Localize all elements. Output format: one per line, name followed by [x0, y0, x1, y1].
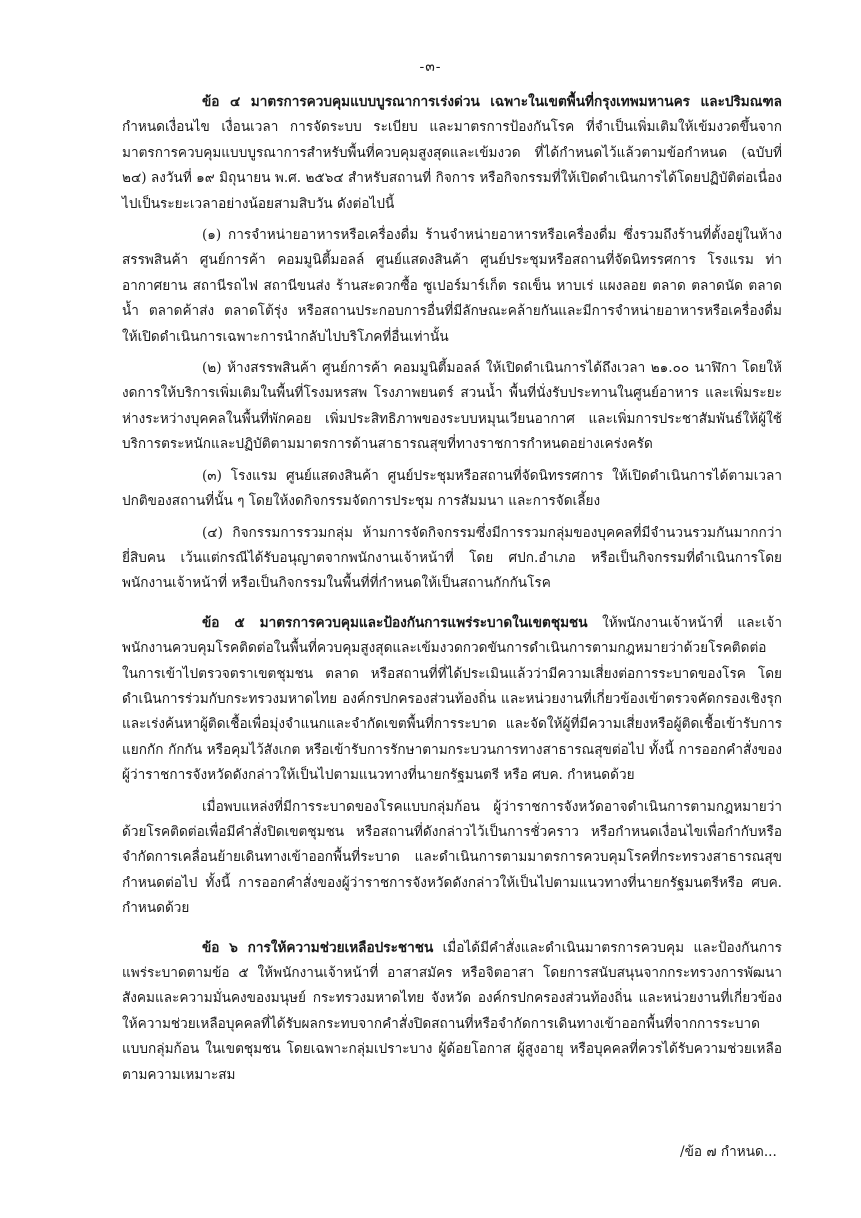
section-5-paragraph-2: เมื่อพบแหล่งที่มีการระบาดของโรคแบบกลุ่มก้อน ผู้ว่าราชการจังหวัดอาจดำเนินการตามกฎหมายว่าด้วยโรคติดต่อเพื่อมีคำสั่งปิดเขตชุมชน หรือสถานที่ดังกล่าวไว้เป็นการชั่วคราว หรือกำหนดเงื่อนไขเพื่อกำกับหรือจำกัดการเคลื่อนย้ายเดินทางเข้าออกพื้นที่ระบาด และดำเนินการตามมาตรการควบคุมโรคที่กระทรวงสาธารณสุขกำหนดต่อไป ทั้งนี้ การออกคำสั่งของผู้ว่าราชการจังหวัดดังกล่าวให้เป็นไปตามแนวทางที่นายกรัฐมนตรีหรือ ศบค. กำหนดด้วย	[122, 798, 782, 917]
section-5	[122, 611, 782, 789]
section-4-item-3: (๓) โรงแรม ศูนย์แสดงสินค้า ศูนย์ประชุมหรือสถานที่จัดนิทรรศการ ให้เปิดดำเนินการได้ตามเวลาปกติของสถานที่นั้น ๆ โดยให้งดกิจกรรมจัดการประชุม การสัมมนา และการจัดเลี้ยง	[122, 467, 782, 510]
page-number: -๓-	[419, 59, 442, 75]
section-6-body: เมื่อได้มีคำสั่งและดำเนินมาตรการควบคุม และป้องกันการแพร่ระบาดตามข้อ ๕ ให้พนักงานเจ้าหน้าที่ อาสาสมัคร หรือจิตอาสา โดยการสนับสนุนจากกระทรวงการพัฒนาสังคมและความมั่นคงของมนุษย์ กระทรวงมหาดไทย จังหวัด องค์กรปกครองส่วนท้องถิ่น และหน่วยงานที่เกี่ยวข้อง ให้ความช่วยเหลือบุคคลที่ได้รับผลกระทบจากคำสั่งปิดสถานที่หรือจำกัดการเดินทางเข้าออกพื้นที่จากการระบาดแบบกลุ่มก้อน ในเขตชุมชน โดยเฉพาะกลุ่มเปราะบาง ผู้ด้อยโอกาส ผู้สูงอายุ หรือบุคคลที่ควรได้รับความช่วยเหลือ ตามความเหมาะสม	[122, 939, 782, 1083]
section-5-body: ให้พนักงานเจ้าหน้าที่ และเจ้าพนักงานควบคุมโรคติดต่อในพื้นที่ควบคุมสูงสุดและเข้มงวดกวดขันการดำเนินการตามกฎหมายว่าด้วยโรคติดต่อในการเข้าไปตรวจตราเขตชุมชน ตลาด หรือสถานที่ที่ได้ประเมินแล้วว่ามีความเสี่ยงต่อการระบาดของโรค โดยดำเนินการร่วมกับกระทรวงมหาดไทย องค์กรปกครองส่วนท้องถิ่น และหน่วยงานที่เกี่ยวข้องเข้าตรวจคัดกรองเชิงรุก และเร่งค้นหาผู้ติดเชื้อเพื่อมุ่งจำแนกและจำกัดเขตพื้นที่การระบาด และจัดให้ผู้ที่มีความเสี่ยงหรือผู้ติดเชื้อเข้ารับการแยกกัก กักกัน หรือคุมไว้สังเกต หรือเข้ารับการรักษาตามกระบวนการทางสาธารณสุขต่อไป ทั้งนี้ การออกคำสั่งของผู้ว่าราชการจังหวัดดังกล่าวให้เป็นไปตามแนวทางที่นายกรัฐมนตรี หรือ ศบค. กำหนดด้วย	[122, 614, 782, 784]
section-4-item-4: (๔) กิจกรรมการรวมกลุ่ม ห้ามการจัดกิจกรรมซึ่งมีการรวมกลุ่มของบุคคลที่มีจำนวนรวมกันมากกว่ายี่สิบคน เว้นแต่กรณีได้รับอนุญาตจากพนักงานเจ้าหน้าที่ โดย ศปก.อำเภอ หรือเป็นกิจกรรมที่ดำเนินการโดยพนักงานเจ้าหน้าที่ หรือเป็นกิจกรรมในพื้นที่ที่กำหนดให้เป็นสถานกักกันโรค	[122, 524, 782, 592]
section-4	[122, 90, 782, 217]
document-body	[122, 90, 782, 1088]
section-4-item-1: (๑) การจำหน่ายอาหารหรือเครื่องดื่ม ร้านจำหน่ายอาหารหรือเครื่องดื่ม ซึ่งรวมถึงร้านที่ตั้งอยู่ในห้างสรรพสินค้า ศูนย์การค้า คอมมูนิตี้มอลล์ ศูนย์แสดงสินค้า ศูนย์ประชุมหรือสถานที่จัดนิทรรศการ โรงแรม ท่าอากาศยาน สถานีรถไฟ สถานีขนส่ง ร้านสะดวกซื้อ ซูเปอร์มาร์เก็ต รถเข็น หาบเร่ แผงลอย ตลาด ตลาดนัด ตลาดน้ำ ตลาดค้าส่ง ตลาดโต้รุ่ง หรือสถานประกอบการอื่นที่มีลักษณะคล้ายกันและมีการจำหน่ายอาหารหรือเครื่องดื่ม ให้เปิดดำเนินการเฉพาะการนำกลับไปบริโภคที่อื่นเท่านั้น	[122, 227, 782, 345]
section-4-heading: ข้อ ๔ มาตรการควบคุมแบบบูรณาการเร่งด่วน เฉพาะในเขตพื้นที่กรุงเทพมหานคร และปริมณฑล	[202, 94, 782, 110]
continuation-note: /ข้อ ๗ กำหนด...	[680, 1144, 777, 1160]
section-4-item-2: (๒) ห้างสรรพสินค้า ศูนย์การค้า คอมมูนิตี้มอลล์ ให้เปิดดำเนินการได้ถึงเวลา ๒๑.๐๐ นาฬิกา โดยให้งดการให้บริการเพิ่มเติมในพื้นที่โรงมหรสพ โรงภาพยนตร์ สวนน้ำ พื้นที่นั่งรับประทานในศูนย์อาหาร และเพิ่มระยะห่างระหว่างบุคคลในพื้นที่พักคอย เพิ่มประสิทธิภาพของระบบหมุนเวียนอากาศ และเพิ่มการประชาสัมพันธ์ให้ผู้ใช้บริการตระหนักและปฏิบัติตามมาตรการด้านสาธารณสุขที่ทางราชการกำหนดอย่างเคร่งครัด	[122, 360, 782, 453]
section-5-heading: ข้อ ๕ มาตรการควบคุมและป้องกันการแพร่ระบาดในเขตชุมชน	[202, 614, 588, 631]
section-6	[122, 936, 782, 1088]
section-6-heading: ข้อ ๖ การให้ความช่วยเหลือประชาชน	[202, 939, 434, 956]
section-4-body: กำหนดเงื่อนไข เงื่อนเวลา การจัดระบบ ระเบียบ และมาตรการป้องกันโรค ที่จำเป็นเพิ่มเติมให้เข้มงวดขึ้นจากมาตรการควบคุมแบบบูรณาการสำหรับพื้นที่ควบคุมสูงสุดและเข้มงวด ที่ได้กำหนดไว้แล้วตามข้อกำหนด (ฉบับที่ ๒๔) ลงวันที่ ๑๙ มิถุนายน พ.ศ. ๒๕๖๔ สำหรับสถานที่ กิจการ หรือกิจกรรมที่ให้เปิดดำเนินการได้โดยปฏิบัติต่อเนื่องไปเป็นระยะเวลาอย่างน้อยสามสิบวัน ดังต่อไปนี้	[122, 119, 782, 212]
